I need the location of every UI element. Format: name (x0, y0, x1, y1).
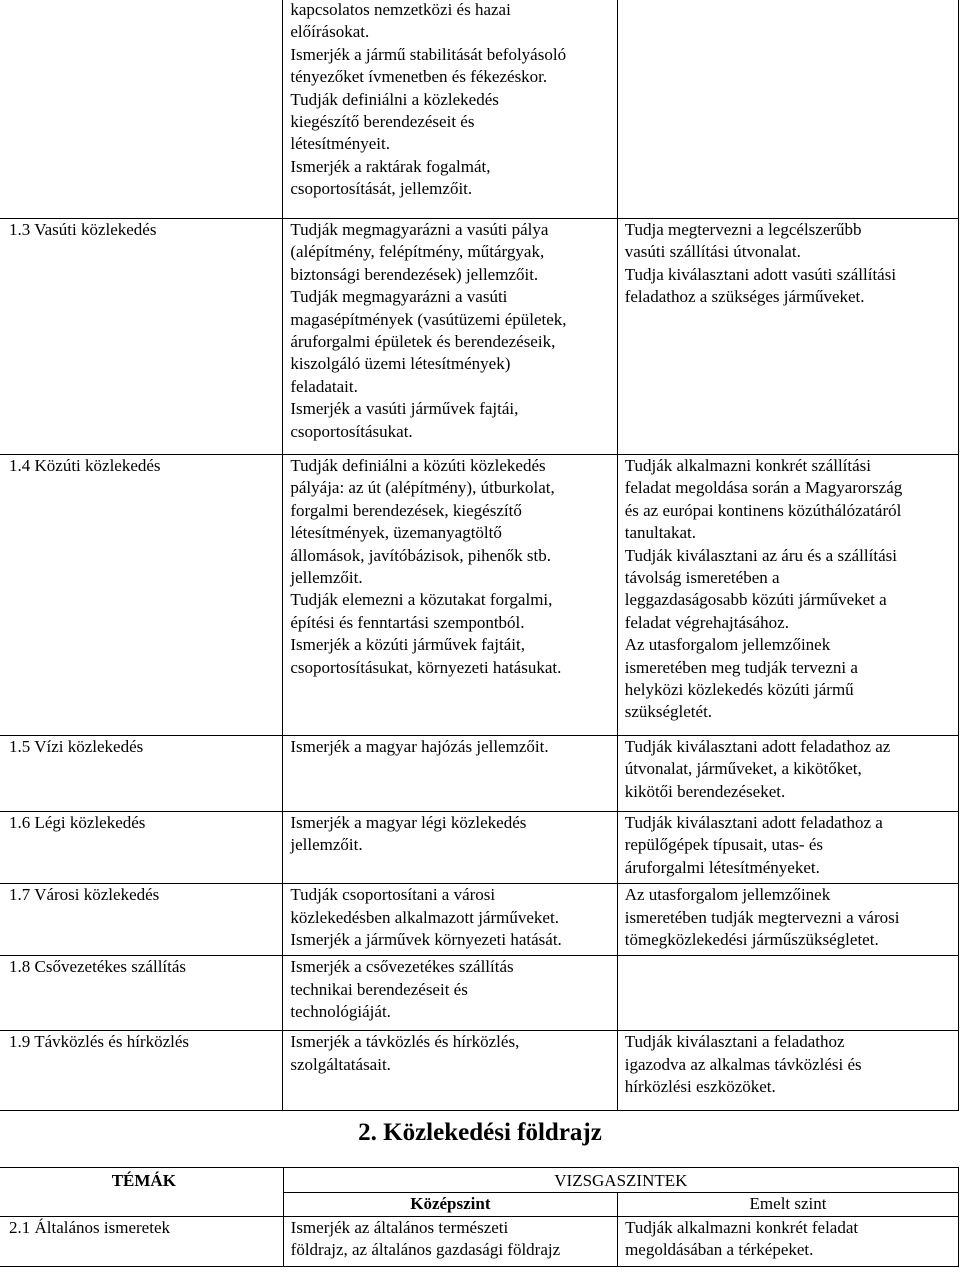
text-line: kiszolgáló üzemi létesítmények) (290, 354, 511, 374)
middle-level-cell (283, 956, 617, 1031)
topic-cell: 1.3 Vasúti közlekedés (0, 219, 283, 455)
table-row (0, 884, 959, 956)
text-line: közlekedésben alkalmazott járműveket. (290, 907, 559, 927)
text-line: Tudják kiválasztani adott feladathoz az (624, 737, 891, 756)
text-line: feladathoz a szükséges járműveket. (624, 287, 865, 307)
topic-cell: 1.4 Közúti közlekedés (0, 455, 283, 736)
topic-cell: 1.6 Légi közlekedés (0, 812, 283, 884)
requirements-table-section-2 (0, 1167, 959, 1267)
text-line: Ismerjék a távközlés és hírközlés, (290, 1032, 520, 1052)
table-header-row (0, 1168, 959, 1193)
section-heading: 2. Közlekedési földrajz (358, 1119, 602, 1146)
middle-level-cell (283, 0, 617, 219)
text-line: Ismerjék a magyar légi közlekedés (290, 813, 527, 832)
text-line: kapcsolatos nemzetközi és hazai (290, 0, 511, 19)
middle-level-cell (283, 1031, 617, 1111)
advanced-level-cell (617, 455, 958, 736)
text-line: távolság ismeretében a (624, 568, 780, 588)
topic-cell (0, 0, 283, 219)
topics-header: TÉMÁK (0, 1168, 283, 1217)
advanced-level-cell (617, 0, 958, 219)
text-line: jellemzőit. (290, 835, 363, 855)
text-line: repülőgépek típusait, utas- és (624, 835, 823, 855)
text-line: (alépítmény, felépítmény, műtárgyak, (290, 242, 545, 262)
text-line: leggazdaságosabb közúti járműveket a (624, 590, 887, 610)
text-line: Tudják megmagyarázni a vasúti (290, 287, 508, 307)
text-line: technológiáját. (290, 1002, 391, 1022)
table-row (0, 812, 959, 884)
text-line: létesítmények, üzemanyagtöltő (290, 523, 502, 543)
topic-cell: 1.5 Vízi közlekedés (0, 736, 283, 812)
middle-level-cell (283, 455, 617, 736)
table-row (0, 219, 959, 455)
text-line: csoportosítását, jellemzőit. (290, 179, 473, 199)
table-row (0, 956, 959, 1031)
text-line: tényezőket ívmenetben és fékezéskor. (290, 67, 548, 87)
advanced-level-cell (617, 1031, 958, 1111)
text-line: technikai berendezéseit és (290, 979, 468, 999)
text-line: áruforgalmi létesítményeket. (624, 857, 820, 877)
text-line: szükségletét. (624, 702, 713, 722)
topic-cell: 2.1 Általános ismeretek (0, 1216, 283, 1266)
topic-cell: 1.8 Csővezetékes szállítás (0, 956, 283, 1031)
text-line: Tudja kiválasztani adott vasúti szállítási (624, 264, 897, 284)
text-line: Tudják kiválasztani az áru és a szállítási (624, 545, 897, 565)
text-line: igazodva az alkalmas távközlési és (624, 1054, 862, 1074)
text-line: áruforgalmi épületek és berendezéseik, (290, 332, 556, 352)
table-row (0, 736, 959, 812)
topic-cell: 1.9 Távközlés és hírközlés (0, 1031, 283, 1111)
text-line: építési és fenntartási szempontból. (290, 612, 525, 632)
text-line: tanultakat. (624, 523, 696, 543)
text-line: Ismerjék a jármű stabilitását befolyásoló (290, 44, 567, 64)
advanced-level-cell (617, 736, 958, 812)
text-line: vasúti szállítási útvonalat. (624, 242, 801, 262)
text-line: Tudja megtervezni a legcélszerűbb (624, 220, 862, 239)
text-line: biztonsági berendezések) jellemzőit. (290, 264, 539, 284)
text-line: jellemzőit. (290, 568, 363, 588)
text-line: Tudják alkalmazni konkrét feladat (625, 1217, 859, 1237)
text-line: Az utasforgalom jellemzőinek (624, 635, 831, 655)
middle-level-cell (283, 736, 617, 812)
text-line: Tudják kiválasztani adott feladathoz a (624, 813, 883, 832)
text-line: földrajz, az általános gazdasági földrajz (290, 1240, 561, 1260)
text-line: helyközi közlekedés közúti jármű (624, 680, 854, 700)
advanced-level-cell (617, 884, 958, 956)
text-line: Tudják definiálni a közúti közlekedés (290, 456, 546, 475)
advanced-level-cell (618, 1216, 959, 1266)
text-line: Tudják definiálni a közlekedés (290, 89, 499, 109)
middle-level-cell (283, 219, 617, 455)
table-row (0, 0, 959, 219)
text-line: feladat végrehajtásához. (624, 612, 789, 632)
table-row (0, 1216, 959, 1266)
text-line: pályája: az út (alépítmény), útburkolat, (290, 478, 555, 498)
advanced-level-cell (617, 219, 958, 455)
levels-header: VIZSGASZINTEK (283, 1168, 958, 1193)
text-line: Tudják kiválasztani a feladathoz (624, 1032, 845, 1052)
text-line: Tudják csoportosítani a városi (290, 885, 496, 905)
text-line: csoportosításukat. (290, 421, 413, 441)
text-line: Ismerjék a csővezetékes szállítás (290, 957, 514, 977)
table-row (0, 1031, 959, 1111)
advanced-level-cell (617, 812, 958, 884)
text-line: feladatait. (290, 376, 358, 396)
text-line: Az utasforgalom jellemzőinek (624, 885, 831, 905)
text-line: forgalmi berendezések, kiegészítő (290, 500, 522, 520)
text-line: Ismerjék a vasúti járművek fajtái, (290, 399, 519, 419)
text-line: állomások, javítóbázisok, pihenők stb. (290, 545, 552, 565)
text-line: Ismerjék a közúti járművek fajtáit, (290, 635, 525, 655)
text-line: Ismerjék az általános természeti (290, 1217, 509, 1237)
text-line: kiegészítő berendezéseit és (290, 112, 475, 132)
text-line: magasépítmények (vasútüzemi épületek, (290, 309, 567, 329)
text-line: Tudják elemezni a közutakat forgalmi, (290, 590, 553, 610)
text-line: megoldásában a térképeket. (625, 1240, 814, 1260)
text-line: ismeretében meg tudják tervezni a (624, 657, 858, 677)
advanced-level-cell (617, 956, 958, 1031)
text-line: tömegközlekedési járműszükségletet. (624, 930, 879, 950)
text-line: útvonalat, járműveket, a kikötőket, (624, 759, 862, 779)
text-line: és az európai kontinens közúthálózatáról (624, 500, 902, 520)
text-line: Ismerjék a raktárak fogalmát, (290, 156, 491, 176)
middle-level-cell (283, 884, 617, 956)
text-line: hírközlési eszközöket. (624, 1077, 776, 1097)
text-line: létesítményeit. (290, 134, 390, 154)
text-line: csoportosításukat, környezeti hatásukat. (290, 657, 562, 677)
table-row (0, 455, 959, 736)
text-line: kikötői berendezéseket. (624, 781, 786, 801)
middle-level-cell (283, 1216, 617, 1266)
advanced-level-header: Emelt szint (618, 1193, 959, 1216)
text-line: Ismerjék a magyar hajózás jellemzőit. (290, 737, 549, 756)
text-line: Tudják megmagyarázni a vasúti pálya (290, 220, 549, 239)
middle-level-header: Középszint (283, 1193, 617, 1216)
text-line: Ismerjék a járművek környezeti hatását. (290, 930, 562, 950)
middle-level-cell (283, 812, 617, 884)
text-line: ismeretében tudják megtervezni a városi (624, 907, 900, 927)
text-line: szolgáltatásait. (290, 1054, 391, 1074)
text-line: előírásokat. (290, 22, 370, 42)
text-line: Tudják alkalmazni konkrét szállítási (624, 456, 872, 475)
topic-cell: 1.7 Városi közlekedés (0, 884, 283, 956)
text-line: feladat megoldása során a Magyarország (624, 478, 903, 498)
